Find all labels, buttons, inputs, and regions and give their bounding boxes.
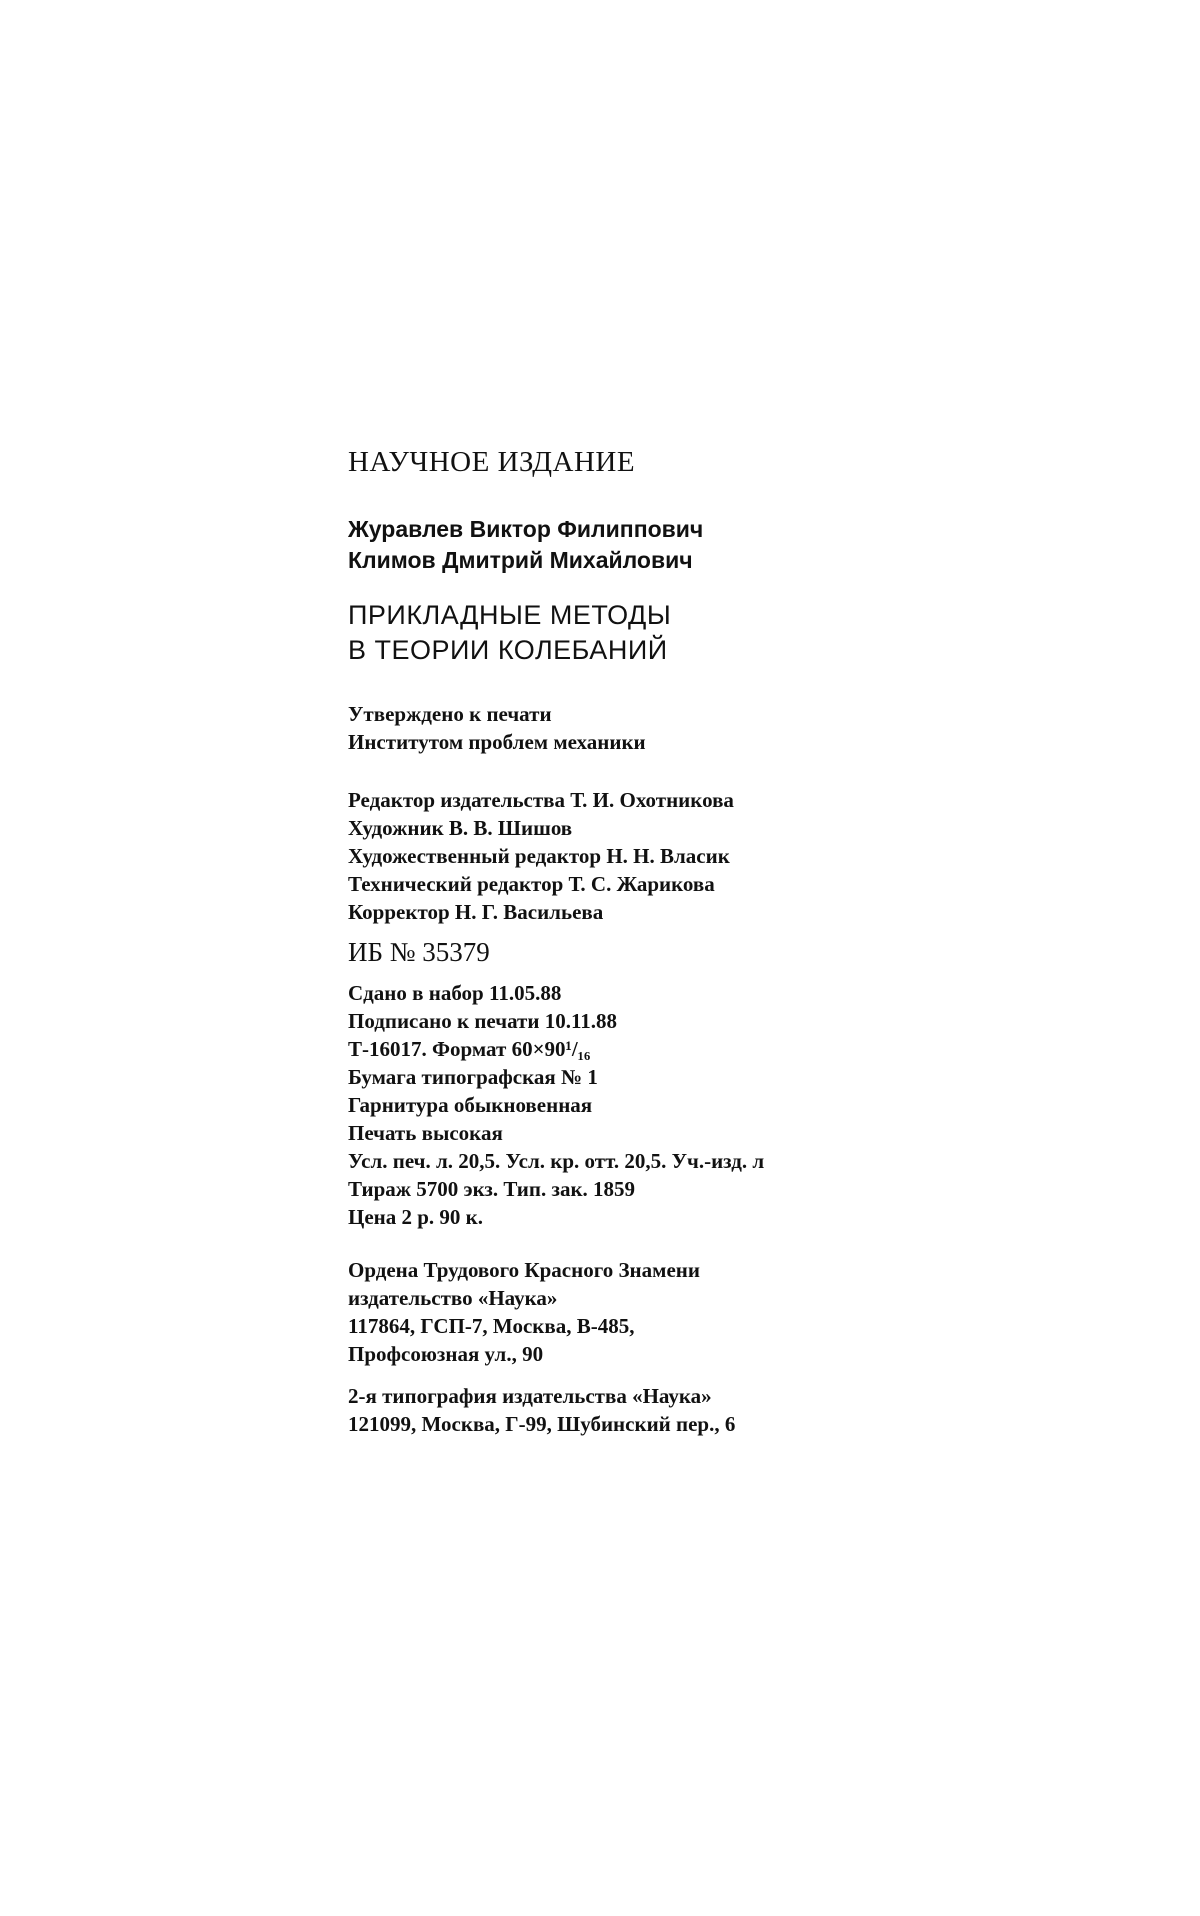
printing-line: Печать высокая <box>348 1121 503 1145</box>
printing-details-block <box>348 979 764 1231</box>
title-line: ПРИКЛАДНЫЕ МЕТОДЫ <box>348 600 672 630</box>
series-label: НАУЧНОЕ ИЗДАНИЕ <box>348 446 636 478</box>
publisher-block <box>348 1256 700 1368</box>
staff-line: Художник В. В. Шишов <box>348 816 573 840</box>
publisher-line: Профсоюзная ул., 90 <box>348 1342 544 1366</box>
printing-line: Гарнитура обыкновенная <box>348 1093 593 1117</box>
approval-block <box>348 700 646 756</box>
staff-line: Художественный редактор Н. Н. Власик <box>348 844 730 868</box>
title-line: В ТЕОРИИ КОЛЕБАНИЙ <box>348 635 668 665</box>
author-name: Климов Дмитрий Михайлович <box>348 547 693 573</box>
ib-number: ИБ № 35379 <box>348 937 490 967</box>
publisher-line: издательство «Наука» <box>348 1286 558 1310</box>
editorial-staff-block <box>348 786 734 926</box>
printing-line: Бумага типографская № 1 <box>348 1065 598 1089</box>
printer-line: 2-я типография издательства «Наука» <box>348 1384 712 1408</box>
authors-block <box>348 514 703 576</box>
publisher-line: Ордена Трудового Красного Знамени <box>348 1258 700 1282</box>
approval-line: Институтом проблем механики <box>348 730 646 754</box>
book-title <box>348 598 671 668</box>
staff-line: Корректор Н. Г. Васильева <box>348 900 604 924</box>
printing-line: Тираж 5700 экз. Тип. зак. 1859 <box>348 1177 636 1201</box>
printer-line: 121099, Москва, Г-99, Шубинский пер., 6 <box>348 1412 736 1436</box>
printing-line: Цена 2 р. 90 к. <box>348 1205 484 1229</box>
author-name: Журавлев Виктор Филиппович <box>348 516 704 542</box>
printing-line: Подписано к печати 10.11.88 <box>348 1009 618 1033</box>
staff-line: Технический редактор Т. С. Жарикова <box>348 872 715 896</box>
publisher-line: 117864, ГСП-7, Москва, В-485, <box>348 1314 635 1338</box>
printing-line: Сдано в набор 11.05.88 <box>348 981 562 1005</box>
printing-line: Т-16017. Формат 60×90¹/₁₆ <box>348 1037 591 1061</box>
staff-line: Редактор издательства Т. И. Охотникова <box>348 788 734 812</box>
approval-line: Утверждено к печати <box>348 702 552 726</box>
printing-line: Усл. печ. л. 20,5. Усл. кр. отт. 20,5. Уч.-изд. л <box>348 1149 765 1173</box>
printer-block <box>348 1382 735 1438</box>
